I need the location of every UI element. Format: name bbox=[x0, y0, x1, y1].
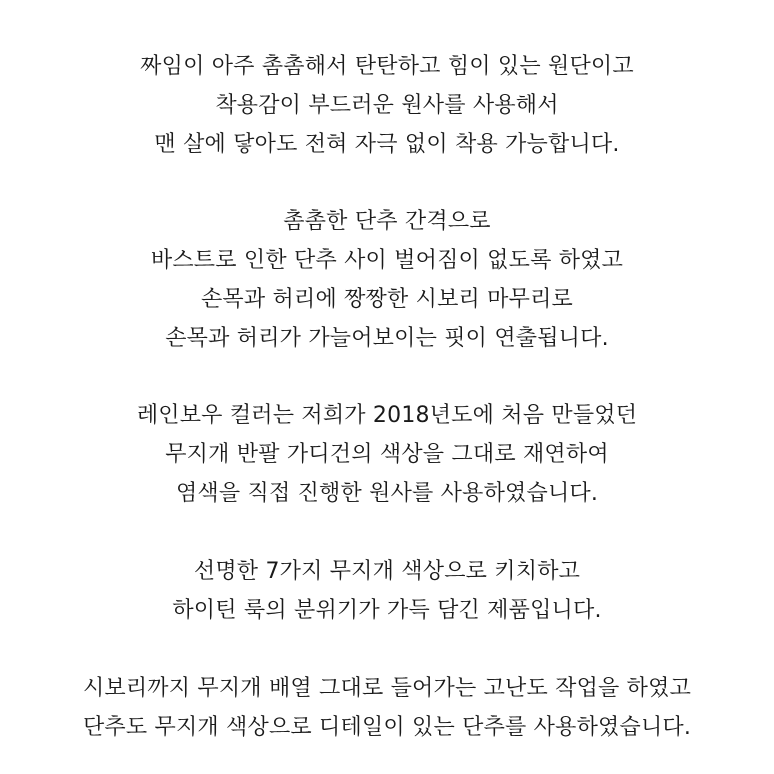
paragraph-3-line-3: 염색을 직접 진행한 원사를 사용하였습니다. bbox=[175, 481, 599, 506]
paragraph-2-line-2: 바스트로 인한 단추 사이 벌어짐이 없도록 하였고 bbox=[150, 248, 624, 273]
paragraph-2-line-1: 촘촘한 단추 간격으로 bbox=[283, 209, 491, 234]
paragraph-3-line-2: 무지개 반팔 가디건의 색상을 그대로 재연하여 bbox=[165, 442, 609, 467]
paragraph-4-line-2: 하이틴 룩의 분위기가 가득 담긴 제품입니다. bbox=[172, 598, 602, 623]
paragraph-1-line-3: 맨 살에 닿아도 전혀 자극 없이 착용 가능합니다. bbox=[154, 132, 620, 157]
paragraph-1-line-1: 짜임이 아주 촘촘해서 탄탄하고 힘이 있는 원단이고 bbox=[140, 54, 634, 79]
paragraph-1-line-2: 착용감이 부드러운 원사를 사용해서 bbox=[215, 93, 559, 118]
paragraph-2-line-4: 손목과 허리가 가늘어보이는 핏이 연출됩니다. bbox=[165, 326, 609, 351]
paragraph-4-line-1: 선명한 7가지 무지개 색상으로 키치하고 bbox=[193, 559, 581, 584]
paragraph-3-line-1: 레인보우 컬러는 저희가 2018년도에 처음 만들었던 bbox=[136, 403, 638, 428]
paragraph-5-line-1: 시보리까지 무지개 배열 그대로 들어가는 고난도 작업을 하였고 bbox=[82, 676, 692, 701]
paragraph-5-line-2: 단추도 무지개 색상으로 디테일이 있는 단추를 사용하였습니다. bbox=[82, 715, 692, 740]
paragraph-2-line-3: 손목과 허리에 짱짱한 시보리 마무리로 bbox=[200, 287, 573, 312]
